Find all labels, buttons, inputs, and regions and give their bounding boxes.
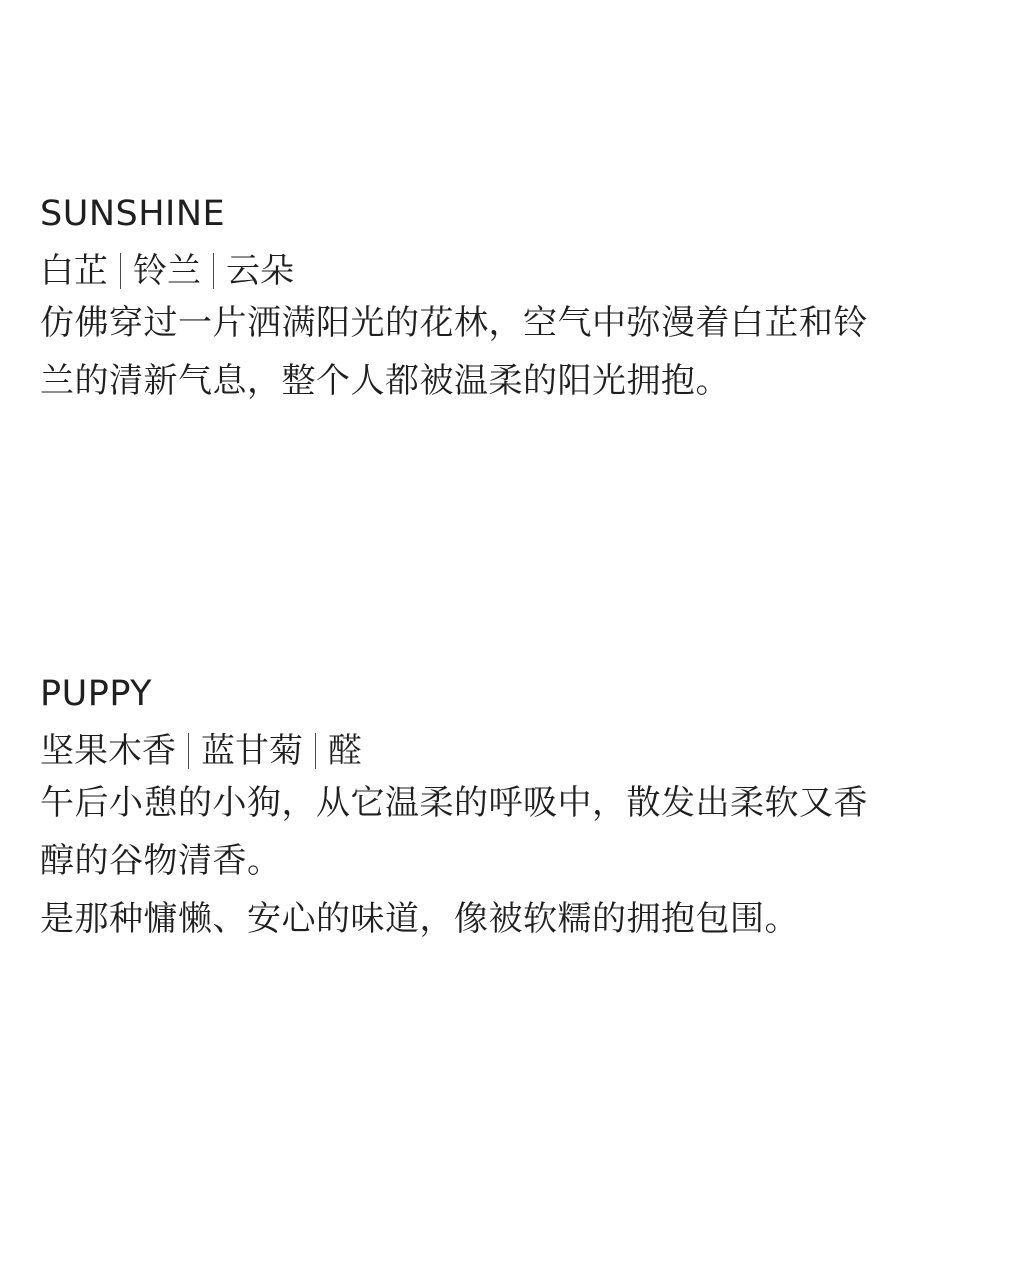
note-item: 坚果木香 [40, 731, 176, 771]
fragrance-section-puppy [40, 672, 980, 948]
description-line: 醇的谷物清香。 [40, 841, 282, 881]
note-separator [315, 733, 316, 769]
note-separator [213, 253, 214, 289]
note-item: 醛 [328, 731, 362, 771]
fragrance-section-sunshine [40, 192, 980, 410]
description-line: 兰的清新气息，整个人都被温柔的阳光拥抱。 [40, 361, 730, 401]
fragrance-notes [40, 732, 980, 770]
note-item: 铃兰 [133, 251, 201, 291]
note-separator [120, 253, 121, 289]
note-separator [188, 733, 189, 769]
note-item: 蓝甘菊 [201, 731, 303, 771]
fragrance-description [40, 774, 980, 948]
description-line: 午后小憩的小狗，从它温柔的呼吸中，散发出柔软又香 [40, 783, 868, 823]
fragrance-title: PUPPY [40, 674, 153, 714]
fragrance-title: SUNSHINE [40, 194, 226, 234]
note-item: 云朵 [226, 251, 294, 291]
fragrance-notes [40, 252, 980, 290]
fragrance-description [40, 294, 980, 410]
description-line: 仿佛穿过一片洒满阳光的花林，空气中弥漫着白芷和铃 [40, 303, 868, 343]
description-line: 是那种慵懒、安心的味道，像被软糯的拥抱包围。 [40, 899, 799, 939]
note-item: 白芷 [40, 251, 108, 291]
